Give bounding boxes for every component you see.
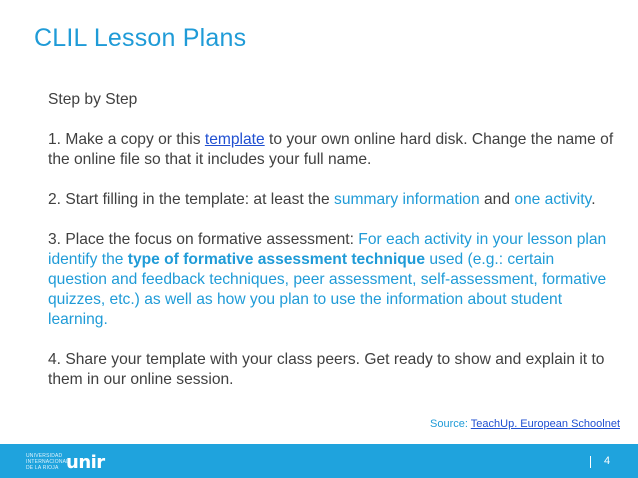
step-2-text-a: 2. Start filling in the template: at least the: [48, 191, 335, 208]
step-2: [48, 190, 616, 210]
step-1: [48, 130, 616, 170]
footer-separator: [590, 456, 591, 468]
step-3: [48, 230, 616, 330]
slide-body: [48, 90, 616, 410]
step-3-highlight-a: For each activity in your lesson plan identify the: [48, 231, 607, 268]
source-label: Source:: [430, 418, 471, 430]
step-1-text-b: to your own online hard disk. Change the name of the online file so that it includes your full name.: [48, 131, 614, 168]
step-2-text-c: .: [591, 191, 596, 208]
page-number: 4: [604, 455, 611, 467]
template-link[interactable]: template: [204, 131, 265, 148]
logo-wordmark: unir: [66, 451, 105, 473]
slide-title: CLIL Lesson Plans: [34, 24, 247, 52]
step-3-bold-highlight: type of formative assessment technique: [127, 251, 426, 268]
footer-bar: [0, 444, 638, 478]
source-credit: [430, 418, 620, 430]
step-3-text-a: 3. Place the focus on formative assessment:: [48, 231, 359, 248]
logo-university-text: UNIVERSIDAD INTERNACIONAL DE LA RIOJA: [26, 453, 69, 471]
unir-logo: [26, 452, 105, 472]
step-3-highlight-b: used (e.g.: certain question and feedback techniques, peer assessment, self-assessment, formative quizzes, etc.) as well as how you plan to use the information about student learning.: [48, 251, 607, 328]
one-activity-highlight: one activity: [514, 191, 592, 208]
step-1-text-a: 1. Make a copy or this: [48, 131, 205, 148]
source-link[interactable]: TeachUp. European Schoolnet: [470, 418, 620, 430]
intro-text: Step by Step: [48, 91, 138, 108]
summary-information-highlight: summary information: [334, 191, 480, 208]
step-2-text-b: and: [479, 191, 515, 208]
step-4: 4. Share your template with your class peers. Get ready to show and explain it to them in our online session.: [48, 351, 605, 388]
